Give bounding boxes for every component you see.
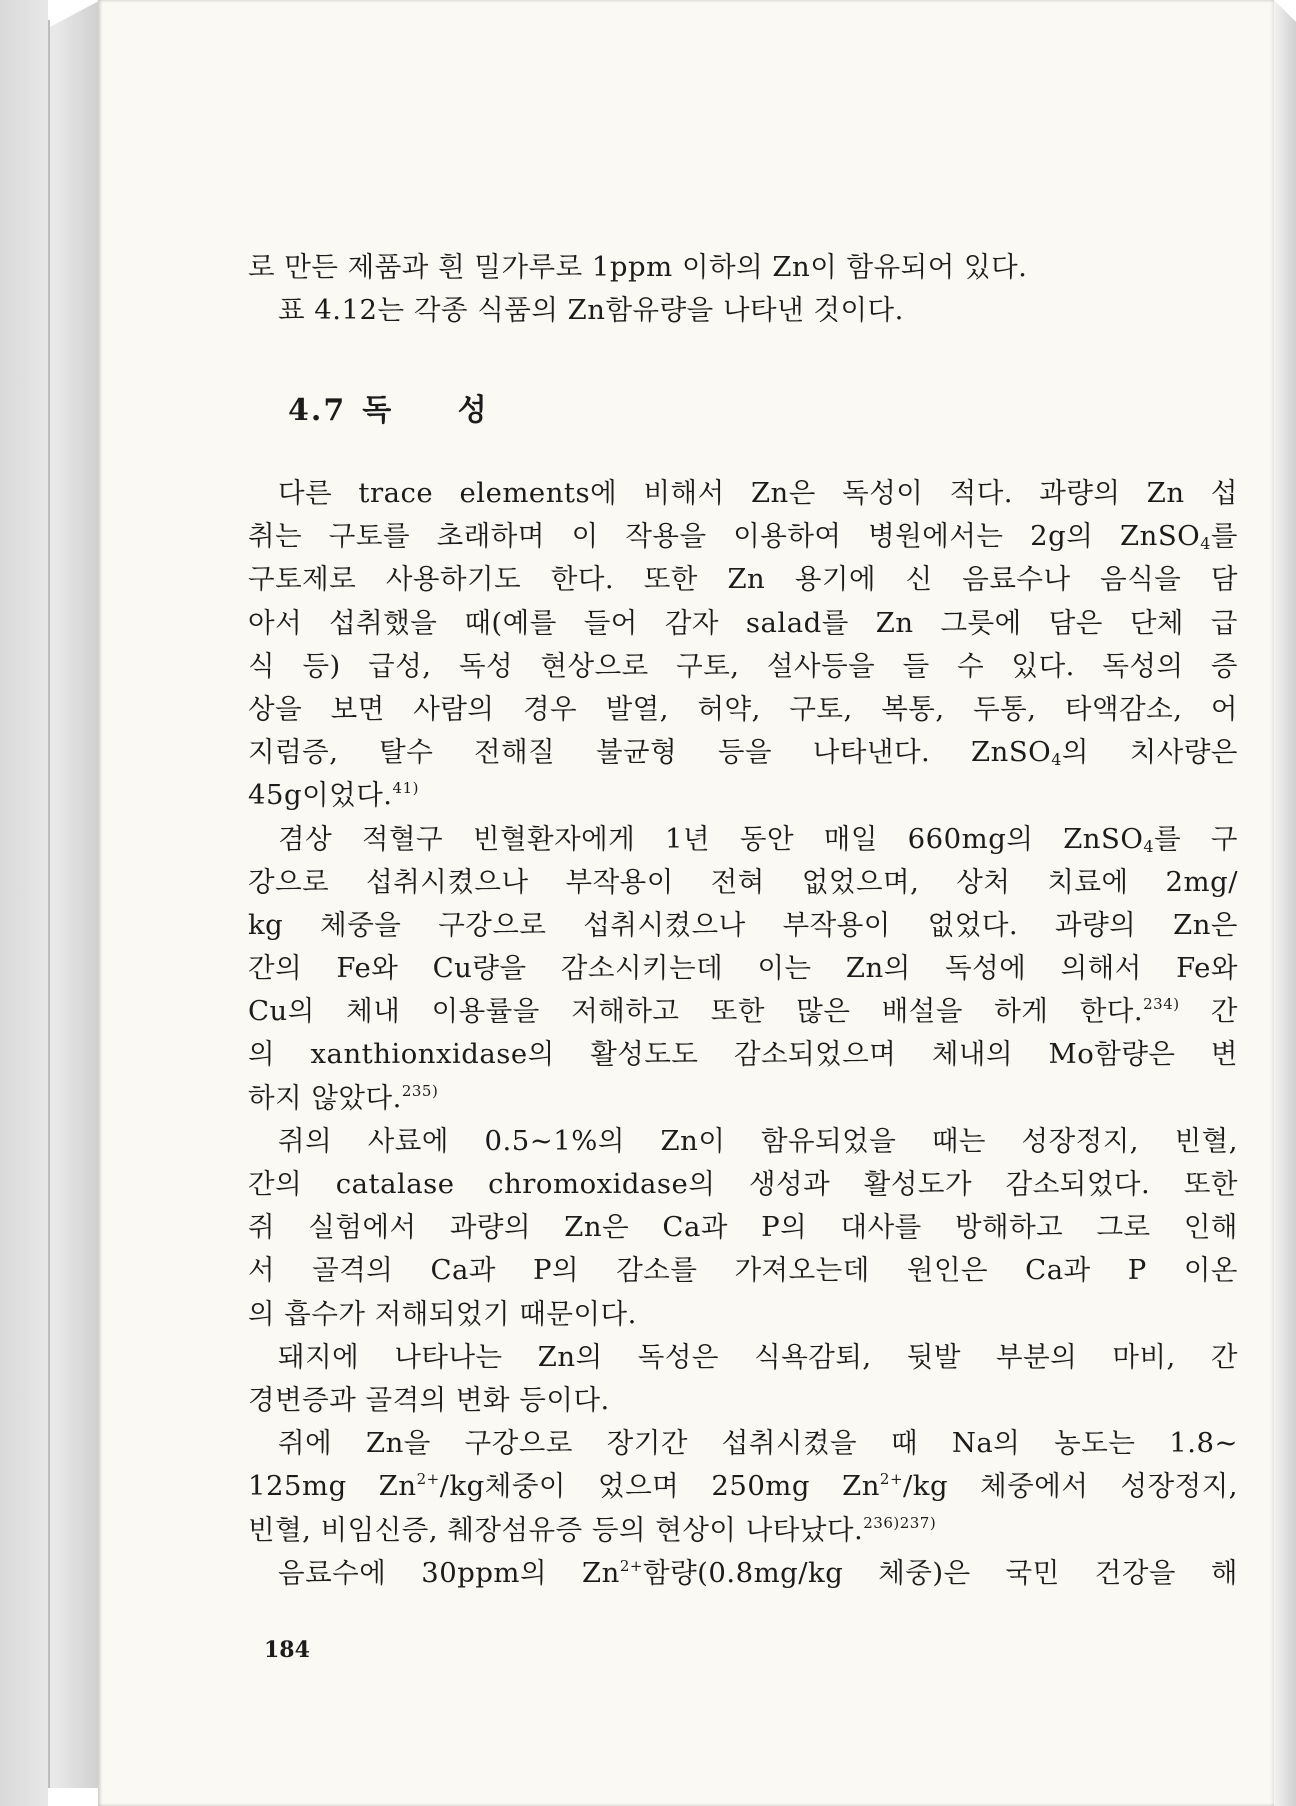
spine-edge [48, 20, 50, 1790]
paragraph-line: 쥐 실험에서 과량의 Zn은 Ca과 P의 대사를 방해하고 그로 인해 [248, 1211, 1238, 1244]
paragraph-line: 음료수에 30ppm의 $Zn^{2+}$함량(0.8mg/kg 체중)은 국민 건강을 해 [278, 1556, 1239, 1589]
paragraph-line: 겸상 적혈구 빈혈환자에게 1년 동안 매일 660mg의 ZnSO$_4$를 구 [278, 822, 1238, 856]
footnote-ref: 235) [401, 1081, 439, 1100]
paragraph-line: 서 골격의 Ca과 P의 감소를 가져오는데 원인은 Ca과 P 이온 [248, 1254, 1238, 1287]
paragraph-line: 아서 섭취했을 때(예를 들어 감자 salad를 Zn 그릇에 담은 단체 급 [248, 606, 1238, 639]
paragraph-line: kg 체중을 구강으로 섭취시켰으나 부작용이 없었다. 과량의 Zn은 [248, 908, 1238, 941]
intro-line-1: 로 만든 제품과 흰 밀가루로 1ppm 이하의 Zn이 함유되어 있다. [248, 251, 1028, 283]
paragraph-line: 의 xanthionxidase의 활성도도 감소되었으며 체내의 Mo함량은 변 [248, 1038, 1238, 1071]
body-text [248, 472, 1238, 1595]
paragraph-line: 간의 Fe와 Cu량을 감소시키는데 이는 Zn의 독성에 의해서 Fe와 [248, 952, 1238, 985]
section-title: 독 성 [362, 393, 515, 428]
footnote-ref: 236)237) [863, 1513, 937, 1532]
paragraph-line: 간의 catalase chromoxidase의 생성과 활성도가 감소되었다. 또한 [248, 1168, 1238, 1200]
footnote-ref: 41) [392, 779, 419, 798]
intro-line-2: 표 4.12는 각종 식품의 Zn함유량을 나타낸 것이다. [278, 294, 904, 327]
book-spine [0, 0, 100, 1806]
paragraph-line: 의 흡수가 저해되었기 때문이다. [248, 1297, 637, 1330]
paragraph-line: 상을 보면 사람의 경우 발열, 허약, 구토, 복통, 두통, 타액감소, 어 [248, 692, 1238, 725]
book-page [98, 0, 1274, 1806]
intro-text [248, 246, 1238, 332]
paragraph-line: 취는 구토를 초래하며 이 작용을 이용하여 병원에서는 2g의 ZnSO$_4$를 [248, 520, 1238, 554]
footnote-ref: 234) [1143, 995, 1180, 1014]
paragraph-line: 다른 trace elements에 비해서 Zn은 독성이 적다. 과량의 Zn 섭 [278, 477, 1238, 509]
paragraph-line: Cu의 체내 이용률을 저해하고 또한 많은 배설을 하게 한다.$^{234)}$ 간 [248, 995, 1238, 1028]
paragraph-line: 강으로 섭취시켰으나 부작용이 전혀 없었으며, 상처 치료에 2mg/ [248, 865, 1238, 898]
paragraph-line: 경변증과 골격의 변화 등이다. [248, 1383, 610, 1416]
section-heading [288, 385, 515, 429]
paragraph-line: 125mg $Zn^{2+}/kg$체중이 었으며 250mg $Zn^{2+}/kg$ 체중에서 성장정지, [248, 1470, 1239, 1503]
paragraph-line: 45g이었다.$^{41)}$ [248, 779, 419, 812]
paragraph-line: 지럼증, 탈수 전해질 불균형 등을 나타낸다. ZnSO$_4$의 치사량은 [248, 736, 1238, 770]
paragraph-line: 식 등) 급성, 독성 현상으로 구토, 설사등을 들 수 있다. 독성의 증 [248, 649, 1238, 682]
paragraph-line: 쥐에 Zn을 구강으로 장기간 섭취시켰을 때 Na의 농도는 1.8~ [278, 1427, 1238, 1460]
paragraph-line: 빈혈, 비임신증, 췌장섬유증 등의 현상이 나타났다.$^{236)237)}$ [248, 1513, 937, 1546]
page-right-edge [1274, 0, 1296, 1806]
paragraph-line: 하지 않았다.$^{235)}$ [248, 1081, 439, 1114]
paragraph-line: 쥐의 사료에 0.5~1%의 Zn이 함유되었을 때는 성장정지, 빈혈, [278, 1124, 1238, 1157]
paragraph-line: 돼지에 나타나는 Zn의 독성은 식욕감퇴, 뒷발 부분의 마비, 간 [278, 1340, 1238, 1373]
page-number: 184 [264, 1637, 310, 1663]
section-number: 4.7 [288, 393, 347, 428]
paragraph-line: 구토제로 사용하기도 한다. 또한 Zn 용기에 신 음료수나 음식을 담 [248, 563, 1238, 596]
